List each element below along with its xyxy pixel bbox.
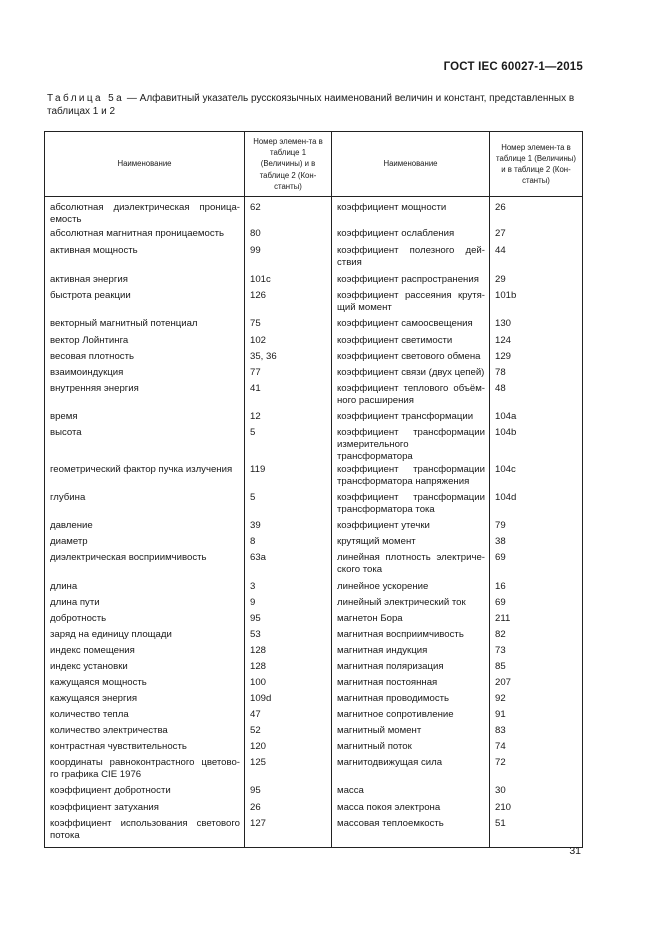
term-number-right: 73 <box>490 645 583 661</box>
term-name-left: весовая плотность <box>45 351 245 367</box>
term-number-right: 69 <box>490 552 583 581</box>
term-name-left: индекс установки <box>45 661 245 677</box>
table-row <box>45 677 583 693</box>
term-number-right: 104а <box>490 411 583 427</box>
term-name-right: магнитная поляризация <box>332 661 490 677</box>
column-header-number-left: Номер элемен-та в таблице 1 (Величины) и в таблице 2 (Кон-станты) <box>245 132 332 197</box>
term-name-right: коэффициент ослабления <box>332 228 490 245</box>
column-header-number-right: Номер элемен-та в таблице 1 (Величины) и в таблице 2 (Кон-станты) <box>490 132 583 197</box>
term-name-left: абсолютная диэлектрическая проница-емость <box>45 197 245 228</box>
term-name-right: масса <box>332 785 490 802</box>
term-number-left: 9 <box>245 597 332 613</box>
term-number-right: 104d <box>490 492 583 520</box>
table-caption-text: — Алфавитный указатель русскоязычных наименований величин и констант, представленных в таблицах 1 и 2 <box>47 93 575 117</box>
term-name-left: коэффициент использования светового потока <box>45 818 245 848</box>
term-name-right: коэффициент светового обмена <box>332 351 490 367</box>
table-row <box>45 802 583 818</box>
table-row <box>45 536 583 552</box>
term-number-right: 101b <box>490 290 583 318</box>
table-row <box>45 290 583 318</box>
term-number-left: 39 <box>245 520 332 536</box>
term-name-right: коэффициент рассеяния крутя-щий момент <box>332 290 490 318</box>
term-number-left: 53 <box>245 629 332 645</box>
term-number-right: 211 <box>490 613 583 629</box>
term-name-left: высота <box>45 427 245 464</box>
term-number-left: 120 <box>245 741 332 757</box>
term-number-left: 100 <box>245 677 332 693</box>
term-number-right: 78 <box>490 367 583 383</box>
term-name-left: кажущаяся мощность <box>45 677 245 693</box>
term-number-left: 12 <box>245 411 332 427</box>
table-row <box>45 228 583 245</box>
term-number-left: 35, 36 <box>245 351 332 367</box>
table-row <box>45 335 583 351</box>
term-number-left: 102 <box>245 335 332 351</box>
table-row <box>45 725 583 741</box>
term-name-left: количество тепла <box>45 709 245 725</box>
term-number-right: 27 <box>490 228 583 245</box>
term-number-right: 130 <box>490 318 583 335</box>
term-name-right: линейный электрический ток <box>332 597 490 613</box>
table-row <box>45 785 583 802</box>
table-row <box>45 645 583 661</box>
term-name-right: коэффициент мощности <box>332 197 490 228</box>
term-number-left: 125 <box>245 757 332 785</box>
term-name-left: векторный магнитный потенциал <box>45 318 245 335</box>
term-number-left: 95 <box>245 613 332 629</box>
table-row <box>45 613 583 629</box>
term-name-right: коэффициент трансформации измерительного трансформатора <box>332 427 490 464</box>
term-number-right: 72 <box>490 757 583 785</box>
term-number-left: 101с <box>245 274 332 290</box>
table-row <box>45 492 583 520</box>
table-row <box>45 367 583 383</box>
term-name-right: коэффициент распространения <box>332 274 490 290</box>
term-number-left: 8 <box>245 536 332 552</box>
table-row <box>45 629 583 645</box>
term-name-right: коэффициент светимости <box>332 335 490 351</box>
term-name-right: магнитная восприимчивость <box>332 629 490 645</box>
table-row <box>45 318 583 335</box>
term-name-right: массовая теплоемкость <box>332 818 490 848</box>
term-number-right: 129 <box>490 351 583 367</box>
term-name-left: длина пути <box>45 597 245 613</box>
term-name-right: коэффициент полезного дей-ствия <box>332 245 490 274</box>
term-name-right: коэффициент самоосвещения <box>332 318 490 335</box>
term-name-left: диаметр <box>45 536 245 552</box>
table-row <box>45 427 583 464</box>
term-number-left: 127 <box>245 818 332 848</box>
table-row <box>45 383 583 411</box>
term-number-left: 26 <box>245 802 332 818</box>
table-row <box>45 661 583 677</box>
term-number-right: 44 <box>490 245 583 274</box>
term-number-right: 124 <box>490 335 583 351</box>
term-number-right: 29 <box>490 274 583 290</box>
term-name-left: заряд на единицу площади <box>45 629 245 645</box>
table-row <box>45 693 583 709</box>
term-name-right: магнитодвижущая сила <box>332 757 490 785</box>
term-number-right: 74 <box>490 741 583 757</box>
term-number-right: 51 <box>490 818 583 848</box>
table-row <box>45 351 583 367</box>
term-number-left: 5 <box>245 427 332 464</box>
term-number-left: 109d <box>245 693 332 709</box>
term-name-left: глубина <box>45 492 245 520</box>
term-number-right: 104с <box>490 464 583 492</box>
term-number-left: 119 <box>245 464 332 492</box>
table-header-row <box>45 132 583 197</box>
column-header-name-right: Наименование <box>332 132 490 197</box>
term-number-right: 92 <box>490 693 583 709</box>
term-number-right: 207 <box>490 677 583 693</box>
term-name-right: магнитная индукция <box>332 645 490 661</box>
term-number-left: 128 <box>245 661 332 677</box>
term-name-left: коэффициент затухания <box>45 802 245 818</box>
table-row <box>45 464 583 492</box>
term-number-left: 99 <box>245 245 332 274</box>
term-number-left: 3 <box>245 581 332 597</box>
term-name-right: магнитная проводимость <box>332 693 490 709</box>
term-name-left: индекс помещения <box>45 645 245 661</box>
table-row <box>45 741 583 757</box>
term-number-left: 47 <box>245 709 332 725</box>
term-number-left: 80 <box>245 228 332 245</box>
term-name-left: вектор Лойнтинга <box>45 335 245 351</box>
term-number-right: 30 <box>490 785 583 802</box>
term-name-left: активная мощность <box>45 245 245 274</box>
term-number-left: 62 <box>245 197 332 228</box>
term-number-right: 38 <box>490 536 583 552</box>
term-name-right: коэффициент теплового объём-ного расширения <box>332 383 490 411</box>
term-name-left: коэффициент добротности <box>45 785 245 802</box>
page-number: 31 <box>569 845 581 857</box>
table-row <box>45 520 583 536</box>
term-number-right: 82 <box>490 629 583 645</box>
table-row <box>45 245 583 274</box>
table-row <box>45 757 583 785</box>
term-name-right: линейное ускорение <box>332 581 490 597</box>
term-number-left: 52 <box>245 725 332 741</box>
term-number-left: 77 <box>245 367 332 383</box>
table-row <box>45 411 583 427</box>
term-name-left: давление <box>45 520 245 536</box>
table-row <box>45 597 583 613</box>
term-number-right: 104b <box>490 427 583 464</box>
term-name-left: координаты равноконтрастного цветово-го графика CIE 1976 <box>45 757 245 785</box>
alphabetical-index-table <box>44 131 583 848</box>
table-caption-prefix: Таблица 5а <box>47 93 125 104</box>
term-name-right: магнитный поток <box>332 741 490 757</box>
term-number-left: 126 <box>245 290 332 318</box>
term-number-left: 63а <box>245 552 332 581</box>
term-number-right: 83 <box>490 725 583 741</box>
term-number-left: 41 <box>245 383 332 411</box>
term-name-left: количество электричества <box>45 725 245 741</box>
term-name-left: длина <box>45 581 245 597</box>
term-name-left: кажущаяся энергия <box>45 693 245 709</box>
table-row <box>45 818 583 848</box>
term-number-left: 128 <box>245 645 332 661</box>
term-name-right: магнитное сопротивление <box>332 709 490 725</box>
term-name-left: добротность <box>45 613 245 629</box>
table-row <box>45 552 583 581</box>
term-number-right: 210 <box>490 802 583 818</box>
term-name-right: крутящий момент <box>332 536 490 552</box>
term-name-right: масса покоя электрона <box>332 802 490 818</box>
term-number-left: 75 <box>245 318 332 335</box>
table-row <box>45 581 583 597</box>
term-name-left: активная энергия <box>45 274 245 290</box>
term-number-right: 48 <box>490 383 583 411</box>
term-name-left: взаимоиндукция <box>45 367 245 383</box>
term-number-right: 85 <box>490 661 583 677</box>
document-code: ГОСТ IEC 60027-1—2015 <box>443 61 583 73</box>
term-number-right: 69 <box>490 597 583 613</box>
table-row <box>45 197 583 228</box>
term-name-left: геометрический фактор пучка излучения <box>45 464 245 492</box>
term-name-left: контрастная чувствительность <box>45 741 245 757</box>
term-name-right: коэффициент трансформации <box>332 411 490 427</box>
term-name-left: быстрота реакции <box>45 290 245 318</box>
term-number-left: 95 <box>245 785 332 802</box>
table-row <box>45 709 583 725</box>
term-name-right: коэффициент трансформации трансформатора напряжения <box>332 464 490 492</box>
column-header-name-left: Наименование <box>45 132 245 197</box>
term-name-right: магнитная постоянная <box>332 677 490 693</box>
term-number-right: 26 <box>490 197 583 228</box>
term-name-right: коэффициент связи (двух цепей) <box>332 367 490 383</box>
table-caption <box>47 92 587 118</box>
term-name-left: время <box>45 411 245 427</box>
term-number-right: 16 <box>490 581 583 597</box>
term-name-right: магнитный момент <box>332 725 490 741</box>
term-number-right: 91 <box>490 709 583 725</box>
term-number-left: 5 <box>245 492 332 520</box>
term-number-right: 79 <box>490 520 583 536</box>
term-name-right: коэффициент трансформации трансформатора тока <box>332 492 490 520</box>
term-name-right: коэффициент утечки <box>332 520 490 536</box>
term-name-right: магнетон Бора <box>332 613 490 629</box>
term-name-left: диэлектрическая восприимчивость <box>45 552 245 581</box>
term-name-left: внутренняя энергия <box>45 383 245 411</box>
term-name-right: линейная плотность электриче-ского тока <box>332 552 490 581</box>
table-body <box>45 197 583 848</box>
term-name-left: абсолютная магнитная проницаемость <box>45 228 245 245</box>
table-row <box>45 274 583 290</box>
